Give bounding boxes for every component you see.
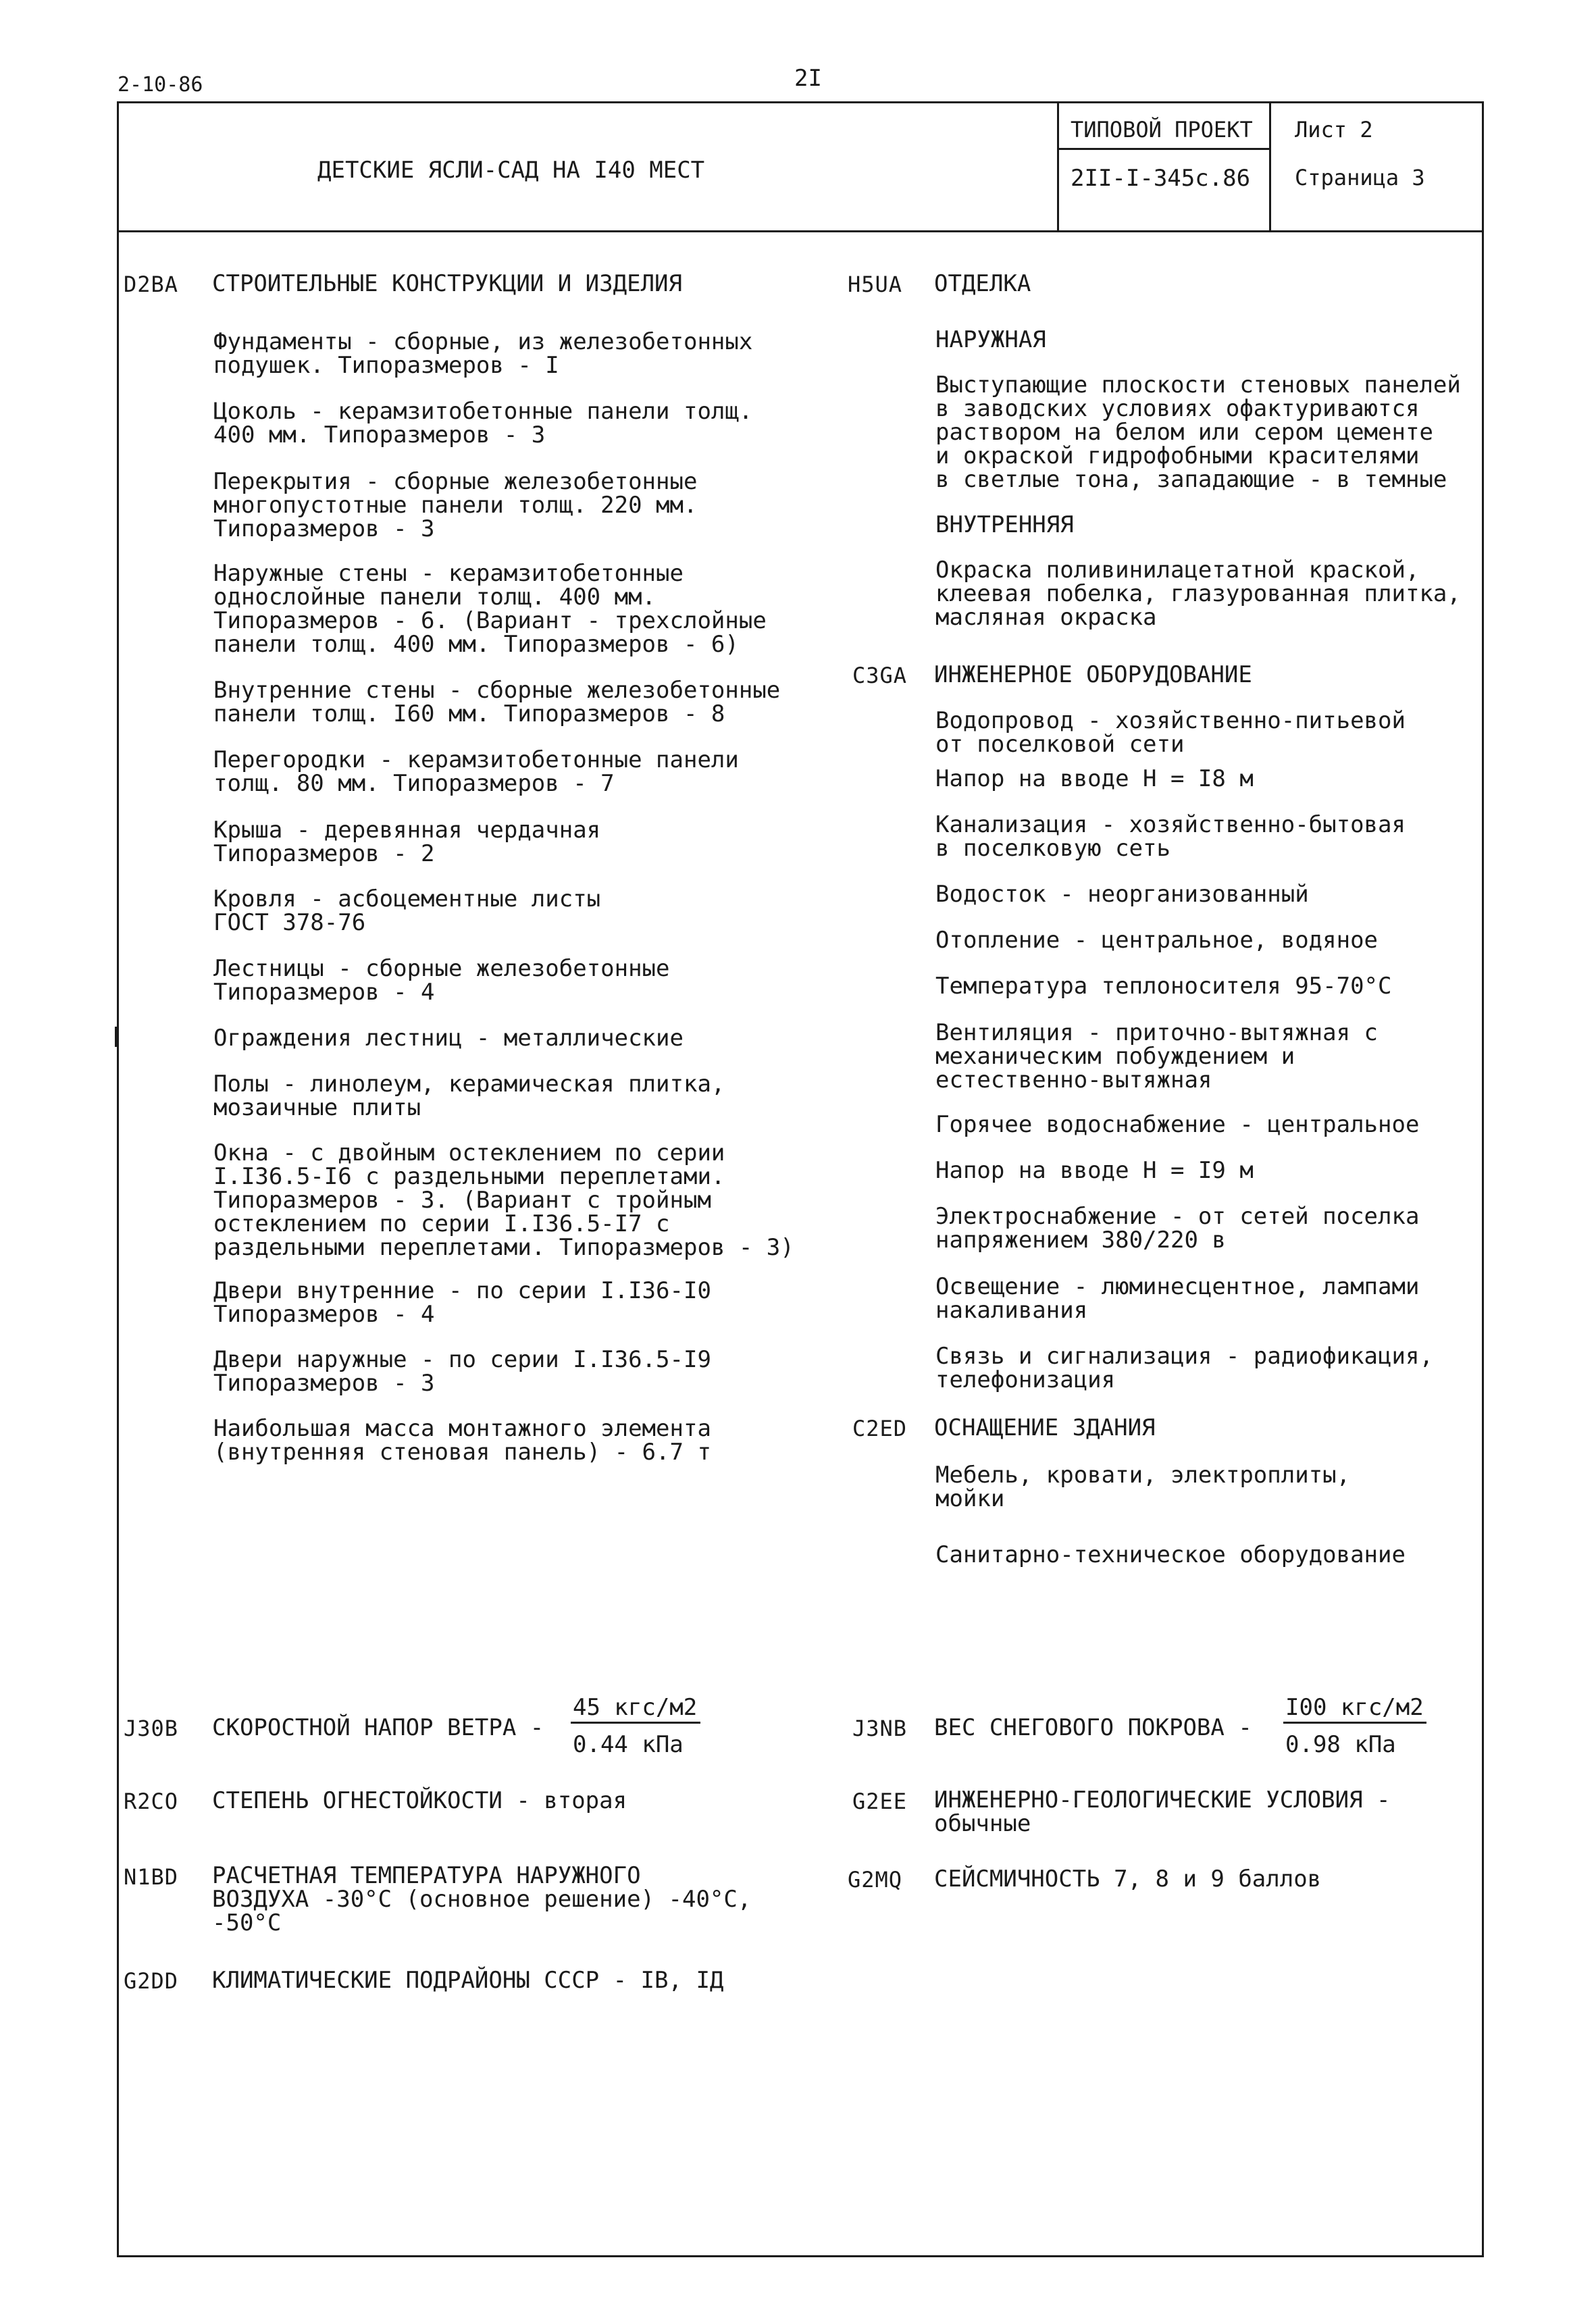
section-title-construction: СТРОИТЕЛЬНЫЕ КОНСТРУКЦИИ И ИЗДЕЛИЯ [212, 270, 682, 297]
document-title: ДЕТСКИЕ ЯСЛИ-САД НА I40 МЕСТ [317, 157, 705, 184]
list-item: Освещение - люминесцентное, лампами накаливания [935, 1273, 1420, 1324]
wind-fraction-line [571, 1722, 700, 1724]
code-snow: J3NB [852, 1716, 908, 1741]
list-item: Окна - с двойным остеклением по серии I.I36.5-I6 с раздельными переплетами. Типоразмеров - 3. (Вариант с тройным остеклением по серии I.I36.5-I7 с раздельными переплетами. Типоразмеров - 3) [213, 1139, 794, 1261]
header-divider-middle [1057, 148, 1270, 150]
code-fire: R2CO [124, 1789, 179, 1814]
wind-value-primary: 45 кгс/м2 [573, 1694, 698, 1721]
list-item: Санитарно-техническое оборудование [935, 1541, 1406, 1568]
list-item: Двери внутренние - по серии I.I36-I0 Типоразмеров - 4 [213, 1277, 711, 1328]
sheet-label: Лист 2 [1295, 117, 1373, 143]
page-label: Страница 3 [1295, 165, 1425, 190]
wind-value-secondary: 0.44 кПа [573, 1731, 684, 1758]
list-item: Перегородки - керамзитобетонные панели толщ. 80 мм. Типоразмеров - 7 [213, 746, 739, 797]
list-item: Связь и сигнализация - радиофикация, телефонизация [935, 1343, 1433, 1393]
list-item: Перекрытия - сборные железобетонные многопустотные панели толщ. 220 мм. Типоразмеров - 3 [213, 468, 698, 542]
list-item: Канализация - хозяйственно-бытовая в поселковую сеть [935, 811, 1406, 862]
list-item: Напор на вводе Н = I8 м [935, 765, 1254, 792]
code-seismic: G2MQ [848, 1867, 903, 1893]
list-item: Температура теплоносителя 95-70°С [935, 973, 1392, 1000]
seismic-text: СЕЙСМИЧНОСТЬ 7, 8 и 9 баллов [934, 1866, 1322, 1893]
list-item: Наибольшая масса монтажного элемента (внутренняя стеновая панель) - 6.7 т [213, 1415, 711, 1466]
list-item: Цоколь - керамзитобетонные панели толщ. 400 мм. Типоразмеров - 3 [213, 398, 753, 448]
header-divider-vertical-1 [1057, 101, 1059, 232]
code-wind: J30B [124, 1716, 179, 1741]
climate-text: КЛИМАТИЧЕСКИЕ ПОДРАЙОНЫ СССР - IB, IД [212, 1967, 724, 1994]
list-item: Электроснабжение - от сетей поселка напряжением 380/220 в [935, 1203, 1420, 1254]
snow-fraction-line [1283, 1722, 1426, 1724]
section-title-finish: ОТДЕЛКА [934, 270, 1031, 297]
list-item: Отопление - центральное, водяное [935, 927, 1379, 954]
document-date: 2-10-86 [118, 73, 203, 97]
wind-label: СКОРОСТНОЙ НАПОР ВЕТРА - [212, 1714, 544, 1741]
finish-inner-text: Окраска поливинилацетатной краской, клеевая побелка, глазурованная плитка, масляная окраска [935, 557, 1461, 631]
finish-outer-text: Выступающие плоскости стеновых панелей в заводских условиях офактуриваются раствором на белом или сером цементе и окраской гидрофобными красителями в светлые тона, западающие - в темные [935, 371, 1461, 493]
fire-resistance-text: СТЕПЕНЬ ОГНЕСТОЙКОСТИ - вторая [212, 1787, 627, 1814]
list-item: Фундаменты - сборные, из железобетонных подушек. Типоразмеров - I [213, 328, 753, 379]
snow-value-secondary: 0.98 кПа [1285, 1731, 1396, 1758]
code-climate: G2DD [124, 1968, 179, 1994]
code-geology: G2EE [852, 1789, 908, 1814]
temperature-text: РАСЧЕТНАЯ ТЕМПЕРАТУРА НАРУЖНОГО ВОЗДУХА -30°С (основное решение) -40°С, -50°С [212, 1862, 752, 1936]
list-item: Мебель, кровати, электроплиты, мойки [935, 1462, 1351, 1512]
snow-label: ВЕС СНЕГОВОГО ПОКРОВА - [934, 1714, 1252, 1741]
list-item: Крыша - деревянная чердачная Типоразмеров - 2 [213, 817, 601, 867]
list-item: Водопровод - хозяйственно-питьевой от поселковой сети [935, 707, 1406, 758]
geology-text: ИНЖЕНЕРНО-ГЕОЛОГИЧЕСКИЕ УСЛОВИЯ - обычные [934, 1786, 1391, 1837]
list-item: Лестницы - сборные железобетонные Типоразмеров - 4 [213, 955, 670, 1006]
list-item: Наружные стены - керамзитобетонные однослойные панели толщ. 400 мм. Типоразмеров - 6. (Вариант - трехслойные панели толщ. 400 мм. Типоразмеров - 6) [213, 560, 767, 658]
header-divider-vertical-2 [1269, 101, 1271, 232]
margin-mark [115, 1027, 118, 1047]
list-item: Вентиляция - приточно-вытяжная с механическим побуждением и естественно-вытяжная [935, 1019, 1379, 1094]
section-code-finish: H5UA [848, 272, 903, 297]
section-code-engineering: C3GA [852, 663, 908, 688]
code-temperature: N1BD [124, 1864, 179, 1890]
subsection-title-inner: ВНУТРЕННЯЯ [935, 511, 1074, 538]
section-code-construction: D2BA [124, 272, 179, 297]
section-code-equipment: C2ED [852, 1416, 908, 1441]
project-label: ТИПОВОЙ ПРОЕКТ [1071, 117, 1253, 143]
header-divider [117, 230, 1484, 232]
list-item: Кровля - асбоцементные листы ГОСТ 378-76 [213, 885, 601, 936]
page-number: 2I [794, 65, 822, 92]
list-item: Внутренние стены - сборные железобетонные панели толщ. I60 мм. Типоразмеров - 8 [213, 677, 781, 727]
project-code: 2II-I-345с.86 [1071, 165, 1251, 192]
list-item: Горячее водоснабжение - центральное [935, 1111, 1420, 1138]
list-item: Двери наружные - по серии I.I36.5-I9 Типоразмеров - 3 [213, 1346, 711, 1397]
list-item: Водосток - неорганизованный [935, 881, 1309, 908]
list-item: Напор на вводе Н = I9 м [935, 1157, 1254, 1184]
list-item: Полы - линолеум, керамическая плитка, мозаичные плиты [213, 1071, 725, 1121]
list-item: Ограждения лестниц - металлические [213, 1025, 684, 1052]
subsection-title-outer: НАРУЖНАЯ [935, 326, 1046, 353]
section-title-equipment: ОСНАЩЕНИЕ ЗДАНИЯ [934, 1414, 1156, 1441]
section-title-engineering: ИНЖЕНЕРНОЕ ОБОРУДОВАНИЕ [934, 661, 1252, 688]
snow-value-primary: I00 кгс/м2 [1285, 1694, 1424, 1721]
